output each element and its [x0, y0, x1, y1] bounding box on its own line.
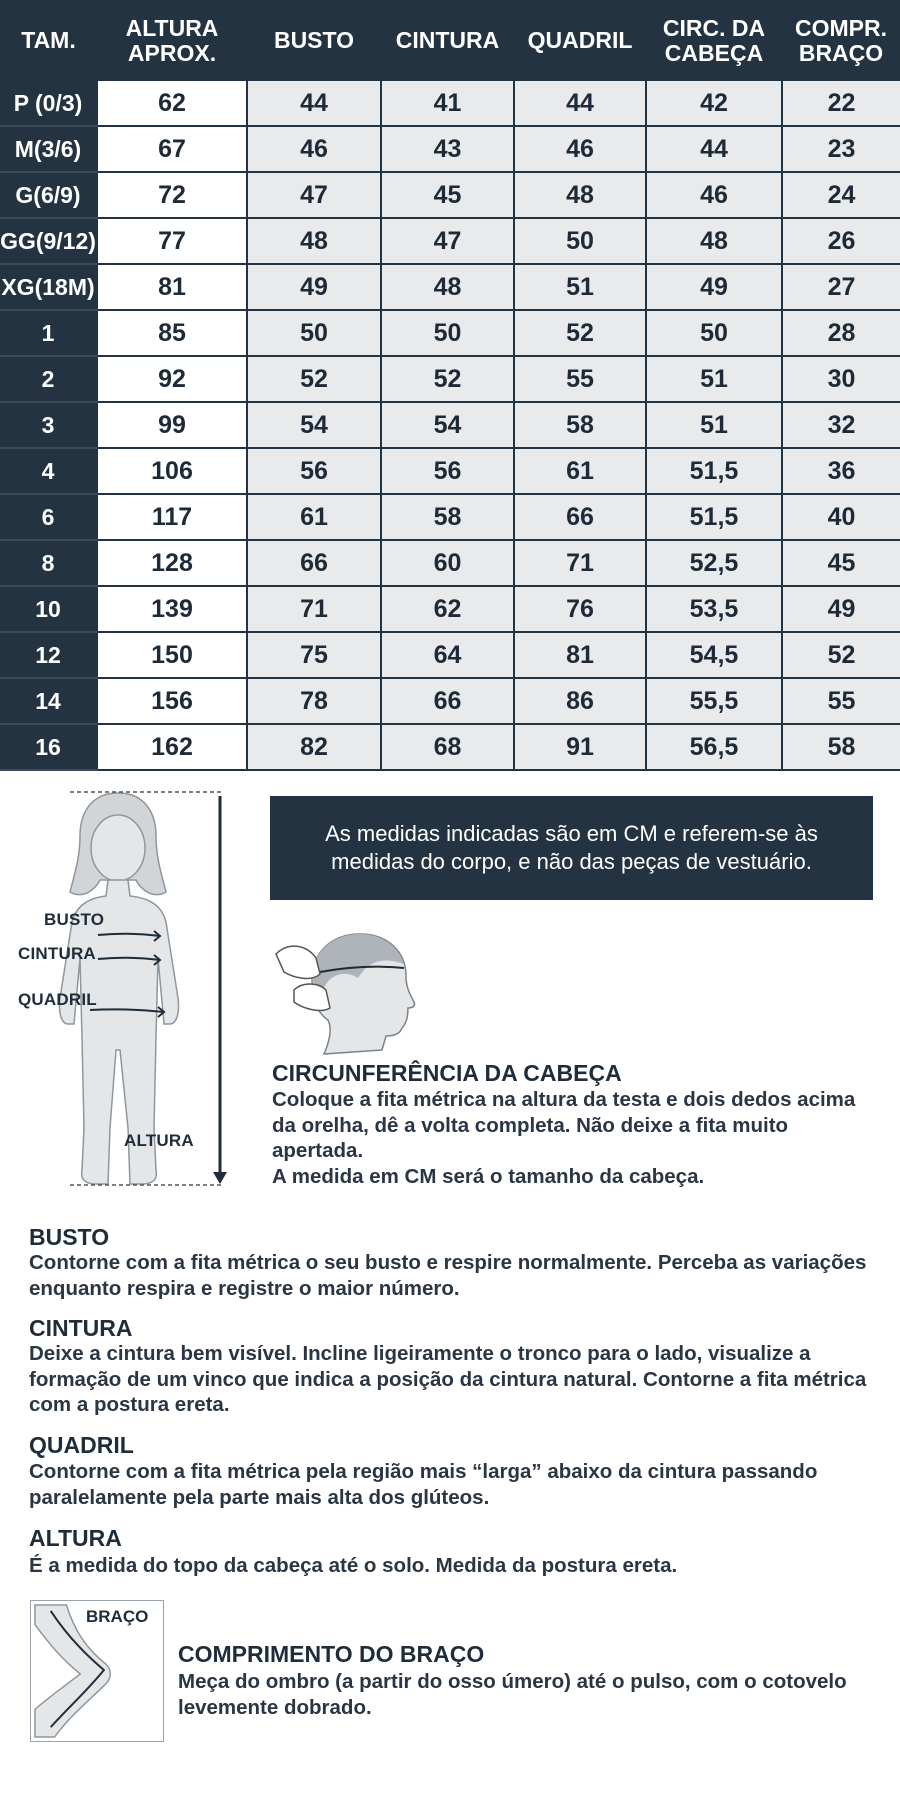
measure-cell-altura: 72 — [97, 172, 247, 218]
measurement-notice-box: As medidas indicadas são em CM e referem-se às medidas do corpo, e não das peças de vestuário. — [270, 796, 873, 900]
section-title-braco: COMPRIMENTO DO BRAÇO — [178, 1641, 485, 1667]
size-cell: 6 — [0, 494, 97, 540]
measure-cell-braco: 36 — [782, 448, 900, 494]
measure-cell-cintura: 41 — [381, 81, 514, 126]
measure-cell-cabeca: 56,5 — [646, 724, 782, 770]
measure-cell-quadril: 76 — [514, 586, 646, 632]
table-row — [0, 81, 900, 126]
measure-cell-altura: 106 — [97, 448, 247, 494]
measure-cell-quadril: 48 — [514, 172, 646, 218]
measure-cell-cabeca: 42 — [646, 81, 782, 126]
measure-cell-cabeca: 51 — [646, 402, 782, 448]
measure-cell-cintura: 68 — [381, 724, 514, 770]
size-chart-table — [0, 0, 900, 771]
measure-cell-altura: 150 — [97, 632, 247, 678]
measure-cell-quadril: 61 — [514, 448, 646, 494]
size-cell: XG(18M) — [0, 264, 97, 310]
measure-cell-cabeca: 55,5 — [646, 678, 782, 724]
measure-cell-cintura: 43 — [381, 126, 514, 172]
table-row — [0, 402, 900, 448]
measure-cell-cabeca: 44 — [646, 126, 782, 172]
measure-cell-braco: 26 — [782, 218, 900, 264]
figure-label-altura: ALTURA — [124, 1131, 194, 1150]
measure-cell-quadril: 46 — [514, 126, 646, 172]
table-header-row — [0, 0, 900, 81]
measure-cell-busto: 46 — [247, 126, 381, 172]
measure-cell-busto: 48 — [247, 218, 381, 264]
measure-cell-cintura: 48 — [381, 264, 514, 310]
header-tam: TAM. — [0, 0, 97, 81]
measure-cell-braco: 40 — [782, 494, 900, 540]
measure-cell-quadril: 91 — [514, 724, 646, 770]
measure-cell-cintura: 45 — [381, 172, 514, 218]
size-cell: 14 — [0, 678, 97, 724]
measure-cell-braco: 22 — [782, 81, 900, 126]
head-shape — [91, 815, 145, 881]
measure-cell-cabeca: 50 — [646, 310, 782, 356]
header-altura: ALTURA APROX. — [97, 0, 247, 81]
table-row — [0, 172, 900, 218]
table-body — [0, 81, 900, 770]
measure-cell-altura: 62 — [97, 81, 247, 126]
size-cell: 10 — [0, 586, 97, 632]
hand-right — [294, 984, 330, 1010]
size-cell: 2 — [0, 356, 97, 402]
table-row — [0, 494, 900, 540]
measure-cell-cintura: 66 — [381, 678, 514, 724]
measure-cell-quadril: 58 — [514, 402, 646, 448]
measure-cell-quadril: 71 — [514, 540, 646, 586]
measure-cell-braco: 52 — [782, 632, 900, 678]
measure-cell-cabeca: 54,5 — [646, 632, 782, 678]
measure-cell-altura: 92 — [97, 356, 247, 402]
figure-label-busto: BUSTO — [44, 910, 105, 929]
section-body-quadril: Contorne com a fita métrica pela região mais “larga” abaixo da cintura passando paralelamente pela parte mais alta dos glúteos. — [29, 1460, 818, 1509]
header-compr-braco: COMPR. BRAÇO — [782, 0, 900, 81]
measure-cell-altura: 139 — [97, 586, 247, 632]
size-cell: 8 — [0, 540, 97, 586]
measure-cell-braco: 32 — [782, 402, 900, 448]
measure-cell-cabeca: 46 — [646, 172, 782, 218]
section-body-cabeca-note: A medida em CM será o tamanho da cabeça. — [272, 1165, 705, 1188]
measure-cell-cintura: 52 — [381, 356, 514, 402]
measure-cell-busto: 47 — [247, 172, 381, 218]
header-quadril: QUADRIL — [514, 0, 646, 81]
section-title-altura: ALTURA — [29, 1525, 122, 1551]
measure-cell-cabeca: 52,5 — [646, 540, 782, 586]
figure-label-cintura: CINTURA — [18, 944, 96, 963]
measure-cell-altura: 99 — [97, 402, 247, 448]
section-body-altura: É a medida do topo da cabeça até o solo. Medida da postura ereta. — [29, 1554, 678, 1577]
size-cell: 3 — [0, 402, 97, 448]
measure-cell-busto: 54 — [247, 402, 381, 448]
measure-cell-busto: 78 — [247, 678, 381, 724]
table-row — [0, 724, 900, 770]
table-row — [0, 448, 900, 494]
table-row — [0, 678, 900, 724]
measure-cell-altura: 85 — [97, 310, 247, 356]
measure-cell-quadril: 66 — [514, 494, 646, 540]
table-row — [0, 310, 900, 356]
measure-cell-cintura: 56 — [381, 448, 514, 494]
table-row — [0, 218, 900, 264]
measure-cell-quadril: 81 — [514, 632, 646, 678]
measure-cell-busto: 50 — [247, 310, 381, 356]
measure-cell-busto: 61 — [247, 494, 381, 540]
measure-cell-altura: 162 — [97, 724, 247, 770]
table-row — [0, 540, 900, 586]
table-row — [0, 264, 900, 310]
measure-cell-altura: 81 — [97, 264, 247, 310]
measure-cell-busto: 49 — [247, 264, 381, 310]
section-title-quadril: QUADRIL — [29, 1432, 134, 1458]
section-title-cabeca: CIRCUNFERÊNCIA DA CABEÇA — [272, 1060, 622, 1086]
size-cell: 16 — [0, 724, 97, 770]
size-cell: M(3/6) — [0, 126, 97, 172]
measure-cell-busto: 56 — [247, 448, 381, 494]
section-body-braco: Meça do ombro (a partir do osso úmero) até o pulso, com o cotovelo levemente dobrado. — [178, 1670, 847, 1719]
measure-cell-cabeca: 51 — [646, 356, 782, 402]
measure-cell-quadril: 86 — [514, 678, 646, 724]
measure-cell-quadril: 51 — [514, 264, 646, 310]
header-circ-cabeca: CIRC. DA CABEÇA — [646, 0, 782, 81]
measure-cell-altura: 128 — [97, 540, 247, 586]
measure-cell-braco: 55 — [782, 678, 900, 724]
figure-label-quadril: QUADRIL — [18, 990, 97, 1009]
size-cell: P (0/3) — [0, 81, 97, 126]
measure-cell-braco: 58 — [782, 724, 900, 770]
measure-cell-quadril: 50 — [514, 218, 646, 264]
measure-cell-braco: 30 — [782, 356, 900, 402]
hand-left — [276, 946, 320, 978]
measure-cell-busto: 52 — [247, 356, 381, 402]
measure-cell-altura: 77 — [97, 218, 247, 264]
measure-cell-busto: 71 — [247, 586, 381, 632]
measure-cell-cintura: 54 — [381, 402, 514, 448]
measure-cell-braco: 24 — [782, 172, 900, 218]
measure-cell-busto: 44 — [247, 81, 381, 126]
measure-cell-busto: 82 — [247, 724, 381, 770]
measure-cell-braco: 28 — [782, 310, 900, 356]
size-cell: G(6/9) — [0, 172, 97, 218]
measure-cell-quadril: 44 — [514, 81, 646, 126]
table-row — [0, 126, 900, 172]
measure-cell-cintura: 64 — [381, 632, 514, 678]
header-busto: BUSTO — [247, 0, 381, 81]
measure-cell-altura: 67 — [97, 126, 247, 172]
table-row — [0, 632, 900, 678]
measure-cell-braco: 45 — [782, 540, 900, 586]
table-row — [0, 356, 900, 402]
measure-cell-busto: 75 — [247, 632, 381, 678]
size-cell: GG(9/12) — [0, 218, 97, 264]
measure-cell-cintura: 50 — [381, 310, 514, 356]
measure-cell-braco: 49 — [782, 586, 900, 632]
measure-cell-cabeca: 48 — [646, 218, 782, 264]
measure-cell-busto: 66 — [247, 540, 381, 586]
measure-cell-altura: 117 — [97, 494, 247, 540]
size-cell: 1 — [0, 310, 97, 356]
measure-cell-cintura: 47 — [381, 218, 514, 264]
measure-cell-cabeca: 49 — [646, 264, 782, 310]
figure-label-braco: BRAÇO — [86, 1607, 149, 1626]
section-body-cabeca: Coloque a fita métrica na altura da testa e dois dedos acima da orelha, dê a volta completa. Não deixe a fita muito apertada. — [272, 1088, 856, 1162]
header-cintura: CINTURA — [381, 0, 514, 81]
section-body-busto: Contorne com a fita métrica o seu busto e respire normalmente. Perceba as variações enquanto respira e registre o maior número. — [29, 1251, 867, 1300]
section-title-busto: BUSTO — [29, 1224, 110, 1250]
section-title-cintura: CINTURA — [29, 1315, 133, 1341]
size-cell: 4 — [0, 448, 97, 494]
measure-cell-altura: 156 — [97, 678, 247, 724]
measure-cell-cabeca: 51,5 — [646, 494, 782, 540]
section-body-cintura: Deixe a cintura bem visível. Incline ligeiramente o tronco para o lado, visualize a formação de um vinco que indica a posição da cintura natural. Contorne a fita métrica com a postura ereta. — [29, 1342, 867, 1416]
measure-cell-braco: 27 — [782, 264, 900, 310]
measure-cell-cintura: 60 — [381, 540, 514, 586]
size-cell: 12 — [0, 632, 97, 678]
measure-cell-cabeca: 53,5 — [646, 586, 782, 632]
table-row — [0, 586, 900, 632]
measure-cell-cintura: 58 — [381, 494, 514, 540]
measure-cell-braco: 23 — [782, 126, 900, 172]
measure-cell-cintura: 62 — [381, 586, 514, 632]
measure-cell-cabeca: 51,5 — [646, 448, 782, 494]
measure-cell-quadril: 55 — [514, 356, 646, 402]
head-measure-illustration — [272, 928, 420, 1056]
measure-cell-quadril: 52 — [514, 310, 646, 356]
